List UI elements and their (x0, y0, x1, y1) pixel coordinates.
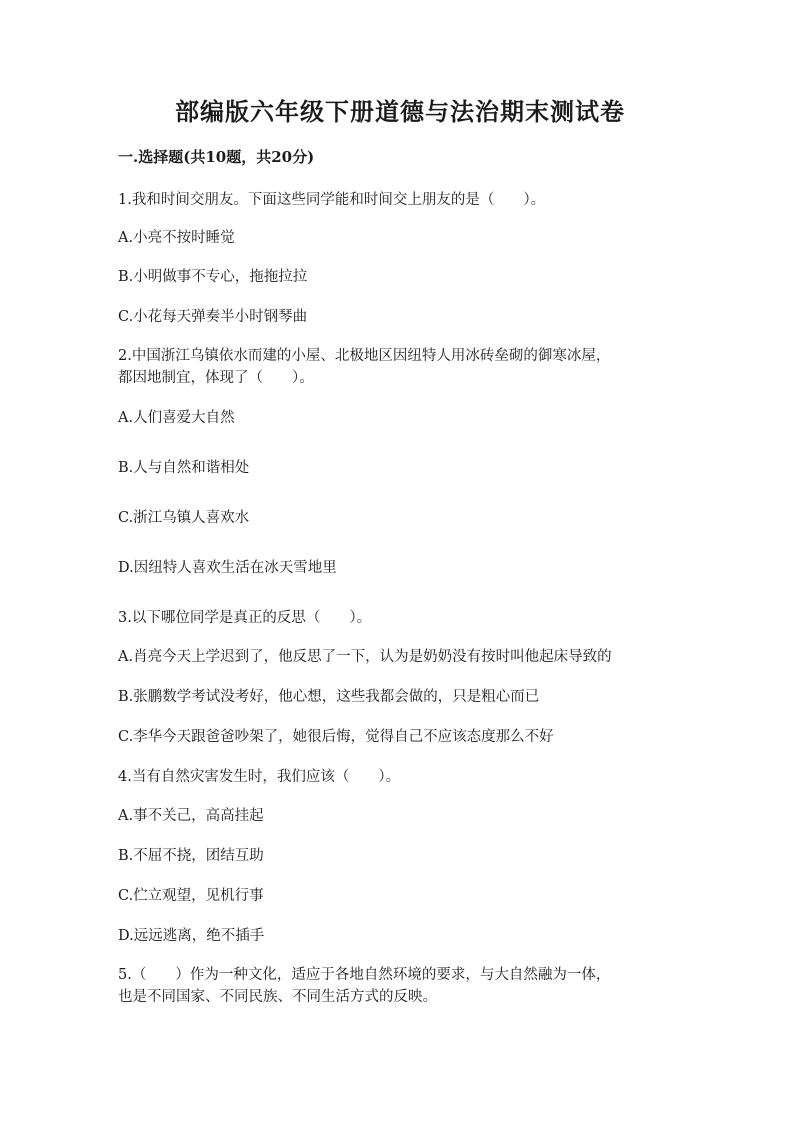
question-5-stem-line-2: 也是不同国家、不同民族、不同生活方式的反映。 (118, 989, 437, 1005)
question-3-option-c[interactable]: C.李华今天跟爸爸吵架了，她很后悔，觉得自己不应该态度那么不好 (118, 729, 554, 745)
question-2-stem-line-2: 都因地制宜，体现了（ ）。 (118, 370, 314, 386)
question-1-stem: 1.我和时间交朋友。下面这些同学能和时间交上朋友的是（ ）。 (118, 192, 546, 208)
question-3-stem: 3.以下哪位同学是真正的反思（ ）。 (118, 610, 372, 626)
question-4-option-c[interactable]: C.伫立观望，见机行事 (118, 888, 264, 904)
question-5-stem-line-1: 5.（ ）作为一种文化，适应于各地自然环境的要求，与大自然融为一体， (118, 967, 611, 983)
question-3-option-b[interactable]: B.张鹏数学考试没考好，他心想，这些我都会做的，只是粗心而已 (118, 689, 540, 705)
question-2-option-b[interactable]: B.人与自然和谐相处 (118, 460, 250, 476)
question-4-option-a[interactable]: A.事不关己，高高挂起 (118, 808, 264, 824)
question-2-option-a[interactable]: A.人们喜爱大自然 (118, 410, 235, 426)
question-1-option-c[interactable]: C.小花每天弹奏半小时钢琴曲 (118, 309, 308, 325)
question-1-option-b[interactable]: B.小明做事不专心，拖拖拉拉 (118, 269, 308, 285)
question-2-option-d[interactable]: D.因纽特人喜欢生活在冰天雪地里 (118, 560, 337, 576)
section-heading: 一.选择题(共10题，共20分) (118, 148, 315, 166)
question-4-option-d[interactable]: D.远远逃离，绝不插手 (118, 928, 265, 944)
question-3-option-a[interactable]: A.肖亮今天上学迟到了，他反思了一下，认为是奶奶没有按时叫他起床导致的 (118, 649, 612, 665)
question-2-stem-line-1: 2.中国浙江乌镇依水而建的小屋、北极地区因纽特人用冰砖垒砌的御寒冰屋， (118, 348, 611, 364)
page-title: 部编版六年级下册道德与法治期末测试卷 (175, 97, 625, 126)
question-4-stem: 4.当有自然灾害发生时，我们应该（ ）。 (118, 769, 401, 785)
question-2-option-c[interactable]: C.浙江乌镇人喜欢水 (118, 510, 250, 526)
question-1-option-a[interactable]: A.小亮不按时睡觉 (118, 230, 235, 246)
question-4-option-b[interactable]: B.不屈不挠，团结互助 (118, 848, 264, 864)
